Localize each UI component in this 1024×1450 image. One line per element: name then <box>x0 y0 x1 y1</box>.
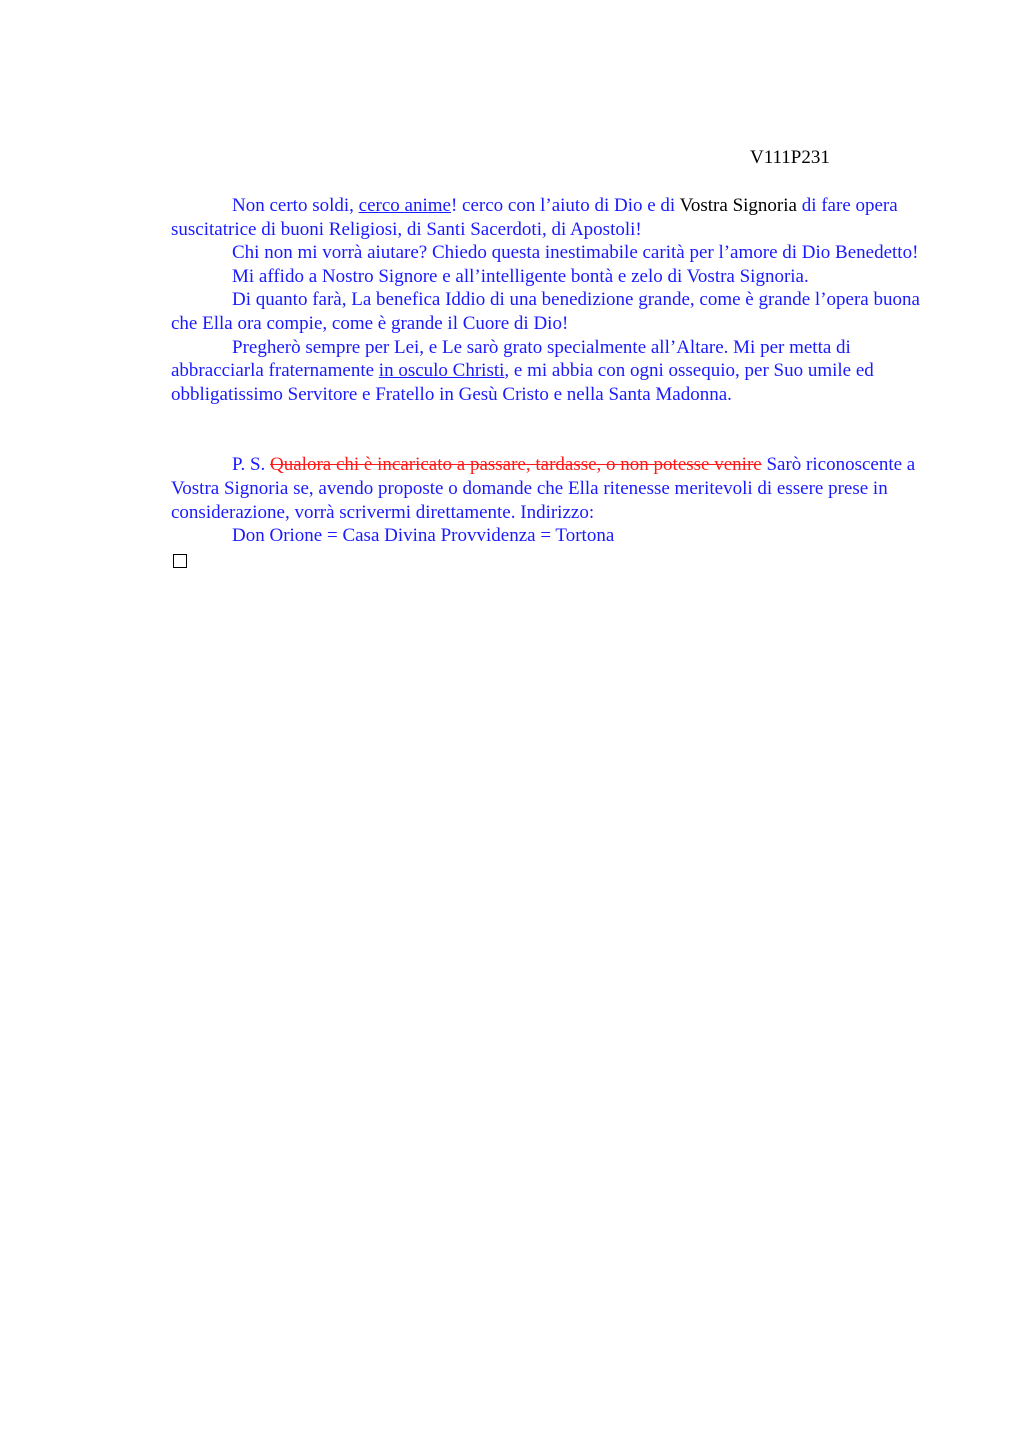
paragraph-1-part-5: di fare opera suscitatrice di buoni Religiosi, di Santi Sacerdoti, di Apostoli! <box>171 195 898 240</box>
postscript-label: P. S. <box>232 454 271 476</box>
paragraph-5-part-3: , e mi abbia con ogni ossequio, per Suo umile ed obbligatissimo Servitore e Fratello in Gesù Cristo e nella Santa Madonna. <box>171 360 874 405</box>
paragraph-gap <box>171 406 931 453</box>
address-line: Don Orione = Casa Divina Provvidenza = Tortona <box>232 525 615 547</box>
paragraph-1-part-1: Non certo soldi, <box>232 195 359 216</box>
vostra-signoria-black: Vostra Signoria <box>679 195 797 216</box>
paragraph-4: Di quanto farà, La benefica Iddio di una benedizione grande, come è grande l’opera buona che Ella ora compie, come è grande il Cuore di Dio! <box>171 289 920 334</box>
paragraph-2: Chi non mi vorrà aiutare? Chiedo questa inestimabile carità per l’amore di Dio Benedetto! <box>232 242 919 264</box>
postscript <box>171 453 931 524</box>
letter-body <box>171 194 931 568</box>
paragraph-1 <box>171 194 931 241</box>
paragraph-5 <box>171 336 931 407</box>
empty-square-icon <box>173 554 187 568</box>
paragraph-3: Mi affido a Nostro Signore e all’intelligente bontà e zelo di Vostra Signoria. <box>232 265 809 287</box>
paragraph-1-part-3: ! cerco con l’aiuto di Dio e di <box>450 195 680 216</box>
underlined-in-osculo-christi: in osculo Christi <box>378 360 505 382</box>
paragraph-5-part-1: Pregherò sempre per Lei, e Le sarò grato specialmente all’Altare. Mi per metta di abbracciarla fraternamente <box>171 336 851 382</box>
deleted-text: Qualora chi è incaricato a passare, tardasse, o non potesse venire <box>270 454 762 476</box>
postscript-body: Sarò riconoscente a Vostra Signoria se, avendo proposte o domande che Ella ritenesse meritevoli di essere prese in considerazione, vorrà scrivermi direttamente. Indirizzo: <box>171 454 916 523</box>
page-identifier: V111P231 <box>750 147 830 168</box>
underlined-cerco-anime: cerco anime <box>358 195 451 216</box>
